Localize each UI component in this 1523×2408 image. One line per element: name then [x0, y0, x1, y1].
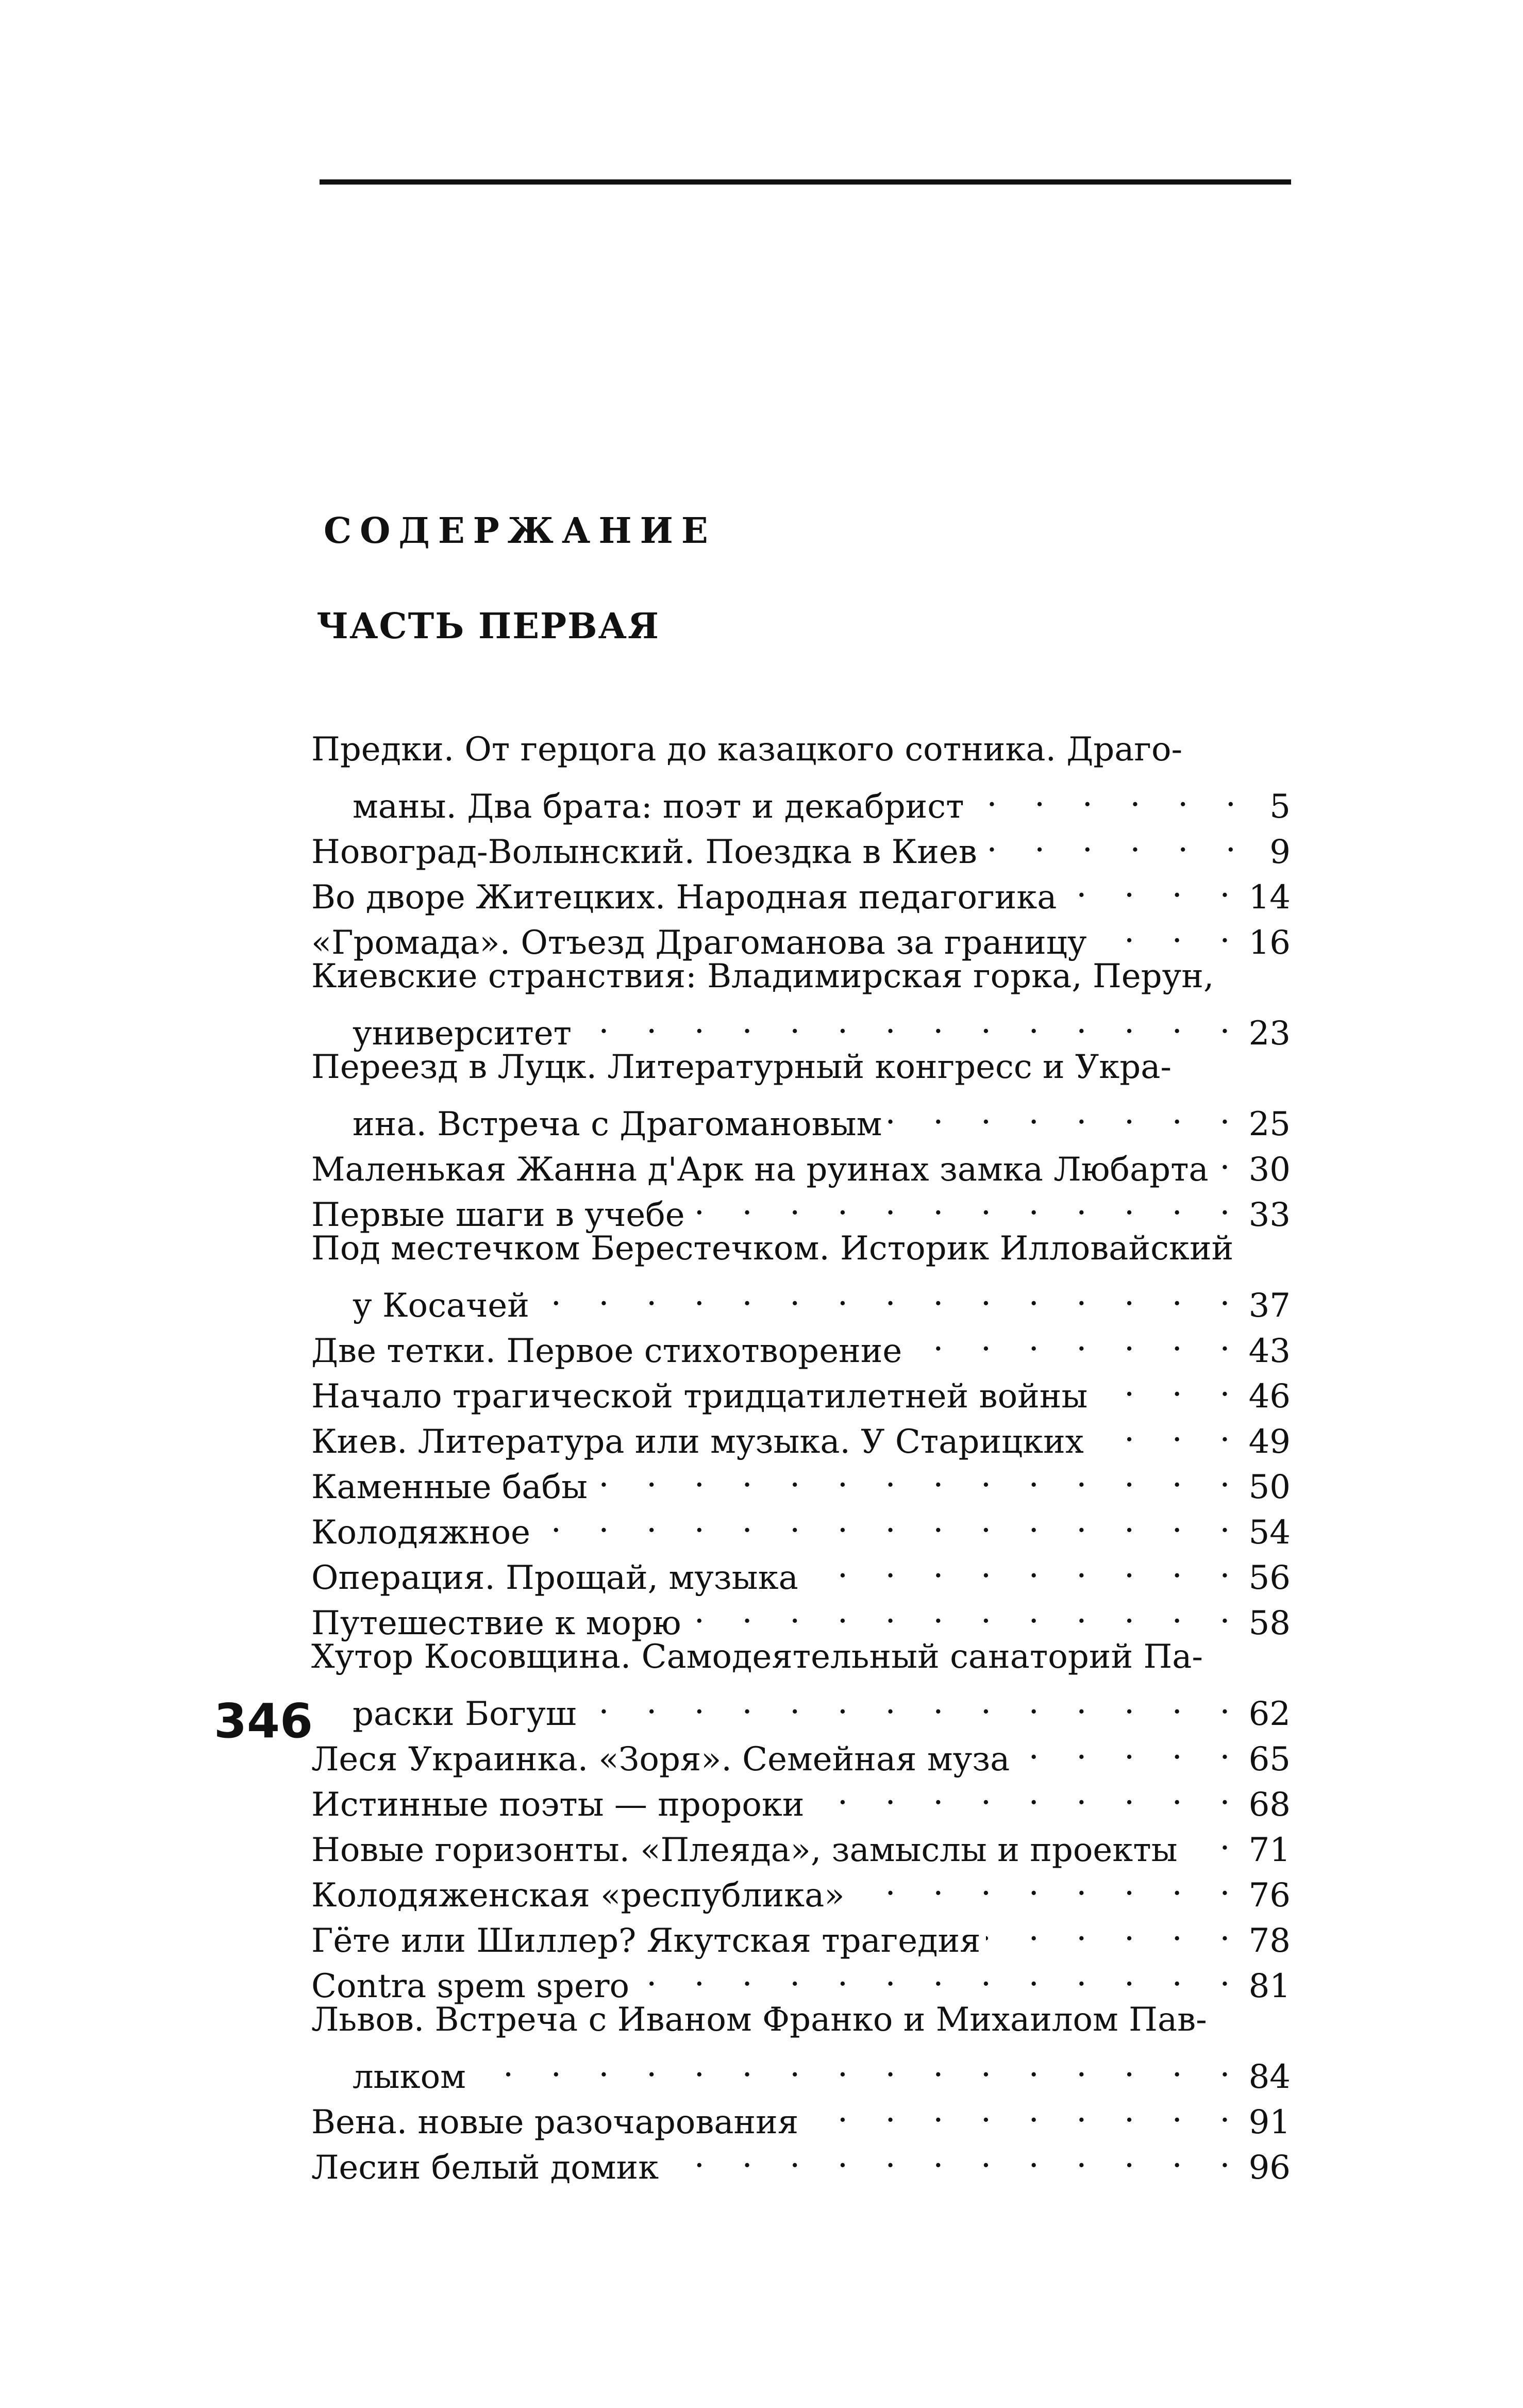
toc-entry-title: Contra spem spero: [311, 1967, 630, 2005]
toc-entry: [311, 1861, 1291, 1915]
toc-entry-page: 37: [1248, 1287, 1291, 1325]
dot-leader: [1089, 1407, 1244, 1453]
toc-entry-title: у Косачей: [353, 1287, 529, 1325]
dot-leader: [1092, 908, 1244, 954]
toc-entry-title: университет: [353, 1015, 572, 1053]
toc-entry-title: раски Богуш: [353, 1695, 577, 1733]
toc-entry: [311, 908, 1291, 962]
dot-leader: [664, 2133, 1243, 2179]
toc-entry-page: 25: [1248, 1105, 1291, 1143]
toc-entry-title: Во дворе Житецких. Народная педагогика: [311, 878, 1057, 917]
toc-entry: [311, 1453, 1291, 1506]
toc-entry-line: [311, 999, 1291, 1053]
dot-leader: [1183, 1816, 1244, 1861]
toc-entry-line: [311, 727, 1291, 772]
toc-entry-line: [311, 1997, 1291, 2042]
toc-entry: [311, 727, 1291, 826]
toc-entry-line: [311, 1952, 1291, 2005]
toc-entry-line: [311, 1816, 1291, 1869]
toc-entry-title: Каменные бабы: [311, 1468, 588, 1506]
toc-entry-line: [311, 1498, 1291, 1552]
toc-entry-title: Маленькая Жанна д'Арк на руинах замка Любарта: [311, 1151, 1209, 1189]
dot-leader: [690, 1181, 1244, 1226]
toc-entry-page: 81: [1248, 1967, 1291, 2005]
toc-entry-title: маны. Два брата: поэт и декабрист: [353, 788, 964, 826]
table-of-contents: [311, 727, 1291, 2187]
dot-leader: [634, 1952, 1244, 1997]
toc-entry-title: Хутор Косовщина. Самодеятельный санаторий Па-: [311, 1638, 1203, 1676]
toc-entry-title: Путешествие к морю: [311, 1604, 681, 1642]
toc-entry-line: [311, 2042, 1291, 2096]
toc-entry-line: [311, 954, 1291, 999]
page-number: 346: [214, 1693, 313, 1749]
toc-entry-page: 30: [1248, 1151, 1291, 1189]
toc-entry-title: Киев. Литература или музыка. У Старицких: [311, 1423, 1084, 1461]
toc-entry-title: «Громада». Отъезд Драгоманова за границу: [311, 924, 1087, 962]
dot-leader: [535, 1498, 1244, 1543]
page-title: СОДЕРЖАНИЕ: [324, 510, 716, 552]
toc-entry-line: [311, 1861, 1291, 1915]
toc-entry-page: 14: [1248, 878, 1291, 917]
toc-entry-page: 16: [1248, 924, 1291, 962]
toc-entry-line: [311, 1135, 1291, 1189]
toc-entry: [311, 1816, 1291, 1869]
toc-entry-title: Предки. От герцога до казацкого сотника. Драго-: [311, 730, 1183, 769]
toc-entry: [311, 1135, 1291, 1189]
toc-entry: [311, 1407, 1291, 1461]
dot-leader: [982, 818, 1249, 863]
dot-leader: [687, 1589, 1244, 1634]
toc-entry-title: ина. Встреча с Драгомановым: [353, 1105, 882, 1143]
dot-leader: [593, 1453, 1244, 1498]
toc-entry-page: 23: [1248, 1015, 1291, 1053]
toc-entry-line: [311, 1044, 1291, 1090]
toc-entry-page: 58: [1248, 1604, 1291, 1642]
toc-entry-title: Операция. Прощай, музыка: [311, 1559, 798, 1597]
part-title: ЧАСТЬ ПЕРВАЯ: [316, 606, 660, 647]
toc-entry-page: 65: [1248, 1740, 1291, 1779]
toc-entry-title: Под местечком Берестечком. Историк Илловайский: [311, 1230, 1234, 1268]
dot-leader: [986, 1906, 1244, 1952]
toc-entry: [311, 1997, 1291, 2096]
toc-entry-title: Новые горизонты. «Плеяда», замыслы и проекты: [311, 1831, 1178, 1869]
toc-entry-title: Новоград-Волынский. Поездка в Киев: [311, 833, 977, 871]
toc-entry-title: Колодяжное: [311, 1514, 530, 1552]
toc-entry: [311, 1362, 1291, 1416]
toc-entry-line: [311, 1770, 1291, 1824]
top-rule: [320, 179, 1291, 185]
toc-entry: [311, 1770, 1291, 1824]
toc-entry-title: Вена. новые разочарования: [311, 2103, 799, 2141]
toc-entry-line: [311, 1181, 1291, 1234]
toc-entry-line: [311, 863, 1291, 917]
dot-leader: [1214, 1135, 1244, 1181]
dot-leader: [849, 1861, 1243, 1906]
toc-entry-line: [311, 1680, 1291, 1733]
dot-leader: [471, 2042, 1244, 2088]
dot-leader: [534, 1271, 1244, 1317]
toc-entry: [311, 1634, 1291, 1733]
toc-entry-title: Львов. Встреча с Иваном Франко и Михаилом Пав-: [311, 2001, 1207, 2039]
toc-entry-line: [311, 818, 1291, 871]
toc-entry-line: [311, 1226, 1291, 1271]
toc-entry-line: [311, 1453, 1291, 1506]
dot-leader: [1093, 1362, 1243, 1407]
toc-entry: [311, 863, 1291, 917]
toc-entry-line: [311, 1317, 1291, 1370]
toc-entry-title: Гёте или Шиллер? Якутская трагедия: [311, 1922, 981, 1960]
toc-entry-title: Начало трагической тридцатилетней войны: [311, 1377, 1088, 1416]
toc-entry-page: 54: [1248, 1514, 1291, 1552]
dot-leader: [1015, 1725, 1243, 1770]
toc-entry: [311, 1725, 1291, 1779]
toc-entry-line: [311, 1543, 1291, 1597]
toc-entry-line: [311, 2088, 1291, 2141]
toc-entry-page: 68: [1248, 1786, 1291, 1824]
toc-entry-page: 76: [1248, 1876, 1291, 1915]
toc-entry-page: 91: [1248, 2103, 1291, 2141]
toc-entry-page: 9: [1269, 833, 1291, 871]
toc-entry-page: 49: [1248, 1423, 1291, 1461]
toc-entry-line: [311, 2133, 1291, 2187]
toc-entry-line: [311, 1271, 1291, 1325]
toc-entry: [311, 1952, 1291, 2005]
dot-leader: [887, 1090, 1243, 1135]
dot-leader: [907, 1317, 1243, 1362]
toc-entry-line: [311, 1090, 1291, 1143]
toc-entry: [311, 1498, 1291, 1552]
toc-entry-title: Колодяженская «республика»: [311, 1876, 845, 1915]
toc-entry-title: Переезд в Луцк. Литературный конгресс и Укра-: [311, 1048, 1172, 1086]
toc-entry-page: 84: [1248, 2058, 1291, 2096]
toc-entry-page: 56: [1248, 1559, 1291, 1597]
toc-entry: [311, 1589, 1291, 1642]
toc-entry-title: Леся Украинка. «Зоря». Семейная муза: [311, 1740, 1010, 1779]
toc-entry-line: [311, 1362, 1291, 1416]
toc-entry-line: [311, 1906, 1291, 1960]
toc-entry-title: лыком: [353, 2058, 466, 2096]
toc-entry-line: [311, 1725, 1291, 1779]
toc-entry-line: [311, 1634, 1291, 1680]
toc-entry-title: Лесин белый домик: [311, 2149, 659, 2187]
toc-entry-line: [311, 1589, 1291, 1642]
toc-entry: [311, 1543, 1291, 1597]
dot-leader: [804, 2088, 1243, 2133]
dot-leader: [969, 772, 1249, 818]
dot-leader: [810, 1770, 1244, 1816]
toc-entry: [311, 818, 1291, 871]
toc-entry: [311, 1906, 1291, 1960]
toc-entry: [311, 1181, 1291, 1234]
toc-entry-title: Киевские странствия: Владимирская горка, Перун,: [311, 957, 1214, 995]
toc-entry-page: 62: [1248, 1695, 1291, 1733]
toc-entry-page: 71: [1248, 1831, 1291, 1869]
toc-entry-line: [311, 772, 1291, 826]
toc-entry-title: Первые шаги в учебе: [311, 1196, 685, 1234]
dot-leader: [577, 999, 1244, 1044]
dot-leader: [804, 1543, 1244, 1589]
toc-entry-page: 50: [1248, 1468, 1291, 1506]
toc-entry: [311, 2133, 1291, 2187]
toc-entry-title: Две тетки. Первое стихотворение: [311, 1332, 902, 1370]
toc-entry-page: 43: [1248, 1332, 1291, 1370]
dot-leader: [581, 1680, 1243, 1725]
toc-entry: [311, 1317, 1291, 1370]
toc-entry: [311, 954, 1291, 1053]
toc-entry: [311, 1044, 1291, 1143]
toc-entry-line: [311, 908, 1291, 962]
dot-leader: [1062, 863, 1243, 908]
toc-entry-page: 78: [1248, 1922, 1291, 1960]
toc-entry-page: 96: [1248, 2149, 1291, 2187]
toc-entry: [311, 1226, 1291, 1325]
toc-entry: [311, 2088, 1291, 2141]
toc-entry-page: 46: [1248, 1377, 1291, 1416]
toc-entry-page: 5: [1269, 788, 1291, 826]
toc-entry-page: 33: [1248, 1196, 1291, 1234]
toc-entry-title: Истинные поэты — пророки: [311, 1786, 805, 1824]
toc-entry-line: [311, 1407, 1291, 1461]
